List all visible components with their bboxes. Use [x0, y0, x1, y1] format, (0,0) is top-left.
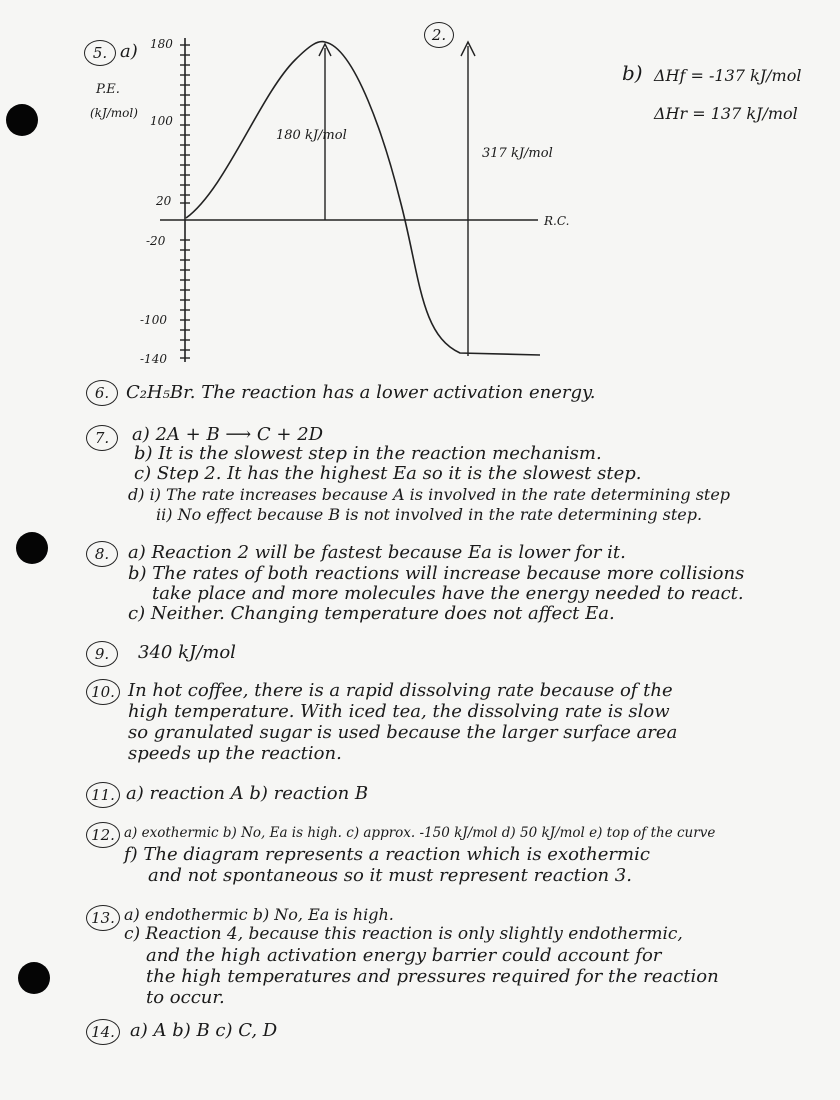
tick-label-180: 180	[150, 37, 173, 51]
question-12-line3: and not spontaneous so it must represent reaction 3.	[148, 865, 632, 886]
question-8-c: c) Neither. Changing temperature does not affect Ea.	[128, 603, 615, 624]
x-axis-label: R.C.	[544, 214, 570, 228]
question-10-line2: high temperature. With iced tea, the dissolving rate is slow	[128, 701, 670, 722]
tick-label-neg140: -140	[140, 352, 167, 366]
question-7-b: b) It is the slowest step in the reaction mechanism.	[134, 443, 602, 464]
tick-label-20: 20	[156, 194, 172, 208]
question-13-line2: c) Reaction 4, because this reaction is only slightly endothermic,	[124, 924, 683, 944]
question-14-answer: a) A b) B c) C, D	[130, 1020, 278, 1041]
question-11-number: 11.	[86, 782, 120, 808]
peak-annotation: 180 kJ/mol	[276, 128, 347, 143]
punch-hole-bottom	[18, 962, 50, 994]
question-13-line5: to occur.	[146, 987, 225, 1008]
tick-label-neg100: -100	[140, 313, 167, 327]
energy-curve	[186, 42, 540, 355]
q5b-delta-hf: ΔHf = -137 kJ/mol	[654, 66, 802, 85]
question-8-b-line2: take place and more molecules have the energy needed to react.	[152, 583, 744, 604]
question-12-line2: f) The diagram represents a reaction which is exothermic	[124, 844, 650, 865]
question-13-line1: a) endothermic b) No, Ea is high.	[124, 905, 394, 924]
question-9-number: 9.	[86, 641, 118, 667]
drop-annotation: 317 kJ/mol	[482, 146, 553, 161]
question-6-number: 6.	[86, 380, 118, 406]
question-7-d-ii: ii) No effect because B is not involved in the rate determining step.	[156, 505, 703, 524]
question-13-number: 13.	[86, 905, 120, 931]
question-10-line1: In hot coffee, there is a rapid dissolving rate because of the	[128, 680, 673, 701]
question-10-line3: so granulated sugar is used because the larger surface area	[128, 722, 678, 743]
q5b-label: b)	[622, 61, 643, 85]
question-5-number: 5.	[84, 40, 116, 66]
question-7-c: c) Step 2. It has the highest Ea so it is the slowest step.	[134, 463, 642, 484]
question-7-number: 7.	[86, 425, 118, 451]
question-8-a: a) Reaction 2 will be fastest because Ea is lower for it.	[128, 542, 626, 563]
tick-label-neg20: -20	[146, 234, 166, 248]
question-12-line1: a) exothermic b) No, Ea is high. c) approx. -150 kJ/mol d) 50 kJ/mol e) top of the curve	[124, 825, 716, 841]
question-14-number: 14.	[86, 1019, 120, 1045]
q5b-delta-hr: ΔHr = 137 kJ/mol	[654, 104, 798, 123]
question-6-answer: C₂H₅Br. The reaction has a lower activation energy.	[126, 382, 596, 403]
question-7-a: a) 2A + B ⟶ C + 2D	[132, 424, 324, 445]
question-9-answer: 340 kJ/mol	[138, 642, 236, 663]
question-13-line4: the high temperatures and pressures required for the reaction	[146, 966, 719, 987]
question-11-answer: a) reaction A b) reaction B	[126, 783, 369, 804]
question-10-number: 10.	[86, 679, 120, 705]
question-8-b-line1: b) The rates of both reactions will increase because more collisions	[128, 563, 745, 584]
question-8-number: 8.	[86, 541, 118, 567]
question-12-number: 12.	[86, 822, 120, 848]
graph-circled-label: 2.	[424, 22, 454, 48]
question-10-line4: speeds up the reaction.	[128, 743, 342, 764]
y-axis-units: (kJ/mol)	[90, 106, 138, 120]
tick-label-100: 100	[150, 114, 173, 128]
punch-hole-middle	[16, 532, 48, 564]
question-13-line3: and the high activation energy barrier could account for	[146, 945, 662, 966]
question-5-part-a: a)	[120, 41, 138, 62]
y-axis-label: P.E.	[96, 82, 120, 97]
question-7-d-i: d) i) The rate increases because A is involved in the rate determining step	[128, 485, 731, 504]
